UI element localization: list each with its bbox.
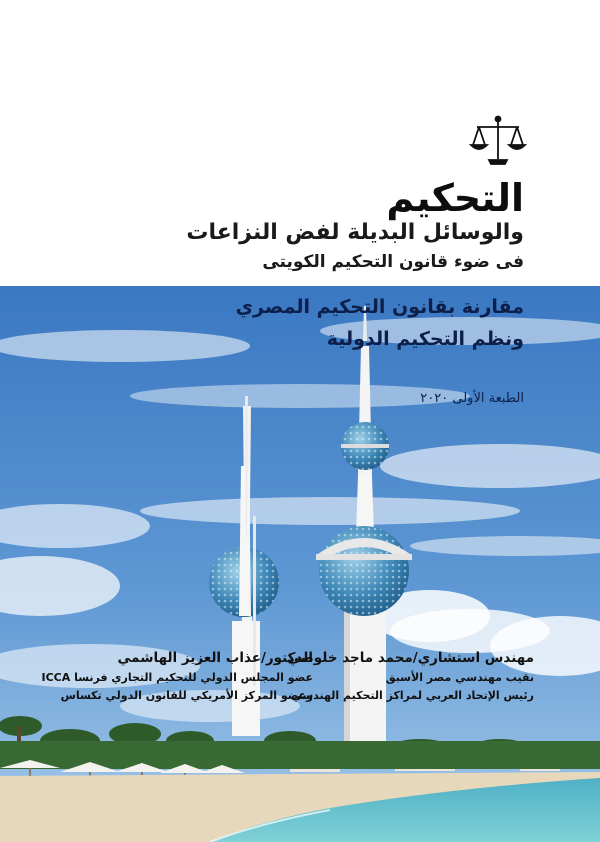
author-title-line: وعضو المركز الأمريكي للقانون الدولي تكساس [60, 689, 313, 702]
scales-of-justice-icon [469, 113, 527, 168]
comparison-heading-secondary: ونظم التحكيم الدولية [326, 328, 524, 350]
comparison-heading: مقارنة بقانون التحكيم المصري [235, 296, 524, 318]
author-name: الدكتور/عذاب العزيز الهاشمي [117, 650, 313, 666]
book-title: التحكيم [386, 176, 524, 220]
book-subtitle-secondary: فى ضوء قانون التحكيم الكويتى [262, 252, 524, 272]
edition-label: الطبعة الأولى ٢٠٢٠ [420, 391, 524, 406]
kuwait-towers-scene [0, 286, 600, 842]
author-title-line: رئيس الإتحاد العربي لمراكز التحكيم الهندسي [291, 689, 534, 702]
author-title-line: عضو المجلس الدولي للتحكيم التجاري فرنسا ICCA [41, 671, 313, 684]
book-subtitle: والوسائل البديلة لفض النزاعات [186, 220, 524, 245]
author-name: مهندس استشاري/محمد ماجد خلوصي [287, 650, 534, 666]
author-title-line: نقيب مهندسي مصر الأسبق [385, 671, 534, 684]
